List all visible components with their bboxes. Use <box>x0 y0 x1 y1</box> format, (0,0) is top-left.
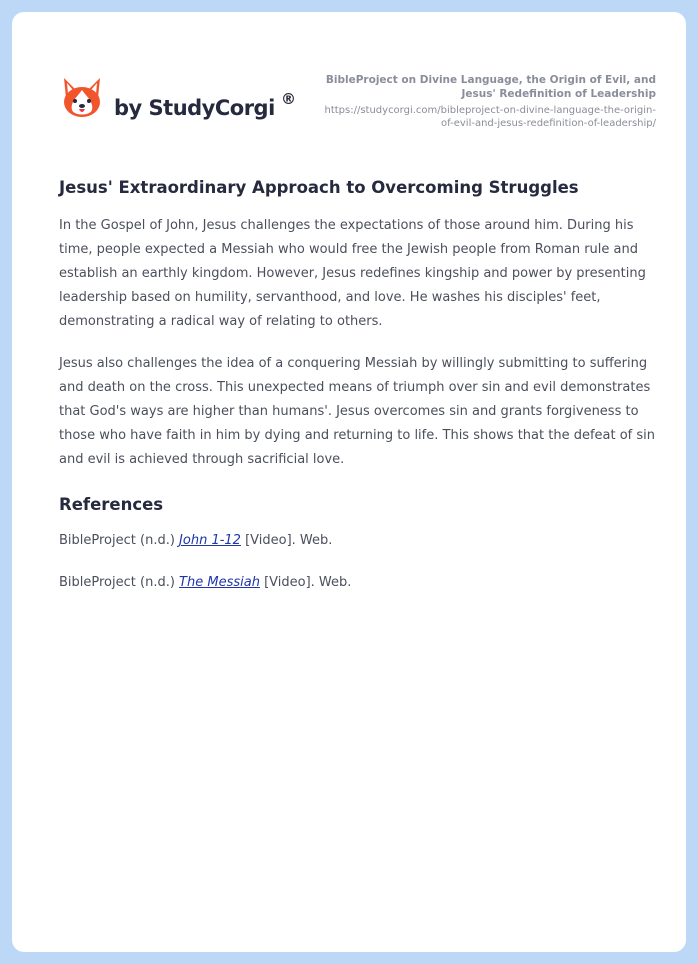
paragraph: Jesus also challenges the idea of a conquering Messiah by willingly submitting to suffering and death on the cross. This unexpected means of triumph over sin and evil demonstrates that God's ways are higher than humans'. Jesus overcomes sin and grants forgiveness to those who have faith in him by dying and returning to life. This shows that the defeat of sin and evil is achieved through sacrificial love. <box>59 356 656 467</box>
paragraph: In the Gospel of John, Jesus challenges the expectations of those around him. During his time, people expected a Messiah who would free the Jewish people from Roman rule and establish an earthly kingdom. However, Jesus redefines kingship and power by presenting leadership based on humility, servanthood, and love. He washes his disciples' feet, demonstrating a radical way of relating to others. <box>59 218 646 329</box>
document-title: BibleProject on Divine Language, the Origin of Evil, and Jesus' Redefinition of Leadership <box>325 74 656 100</box>
reference-author: BibleProject (n.d.) <box>59 533 175 548</box>
document-url[interactable]: https://studycorgi.com/bibleproject-on-divine-language-the-origin-of-evil-and-jesus-redefinition-of-leadership/ <box>324 105 656 129</box>
article-content <box>59 175 659 595</box>
reference-suffix: [Video]. Web. <box>264 575 352 590</box>
reference-item <box>59 571 659 595</box>
document-meta <box>316 73 656 130</box>
document-page <box>12 12 686 952</box>
references-heading: References <box>59 495 164 514</box>
reference-suffix: [Video]. Web. <box>245 533 333 548</box>
corgi-logo-icon <box>60 76 104 120</box>
logo[interactable] <box>60 76 296 120</box>
page-header <box>60 76 656 140</box>
reference-link[interactable]: John 1-12 <box>179 533 241 548</box>
reference-author: BibleProject (n.d.) <box>59 575 175 590</box>
article-heading: Jesus' Extraordinary Approach to Overcoming Struggles <box>59 178 579 197</box>
reference-link[interactable]: The Messiah <box>179 575 260 590</box>
reference-item <box>59 529 659 553</box>
registered-mark: ® <box>281 90 296 108</box>
brand-name: by StudyCorgi <box>114 96 275 120</box>
